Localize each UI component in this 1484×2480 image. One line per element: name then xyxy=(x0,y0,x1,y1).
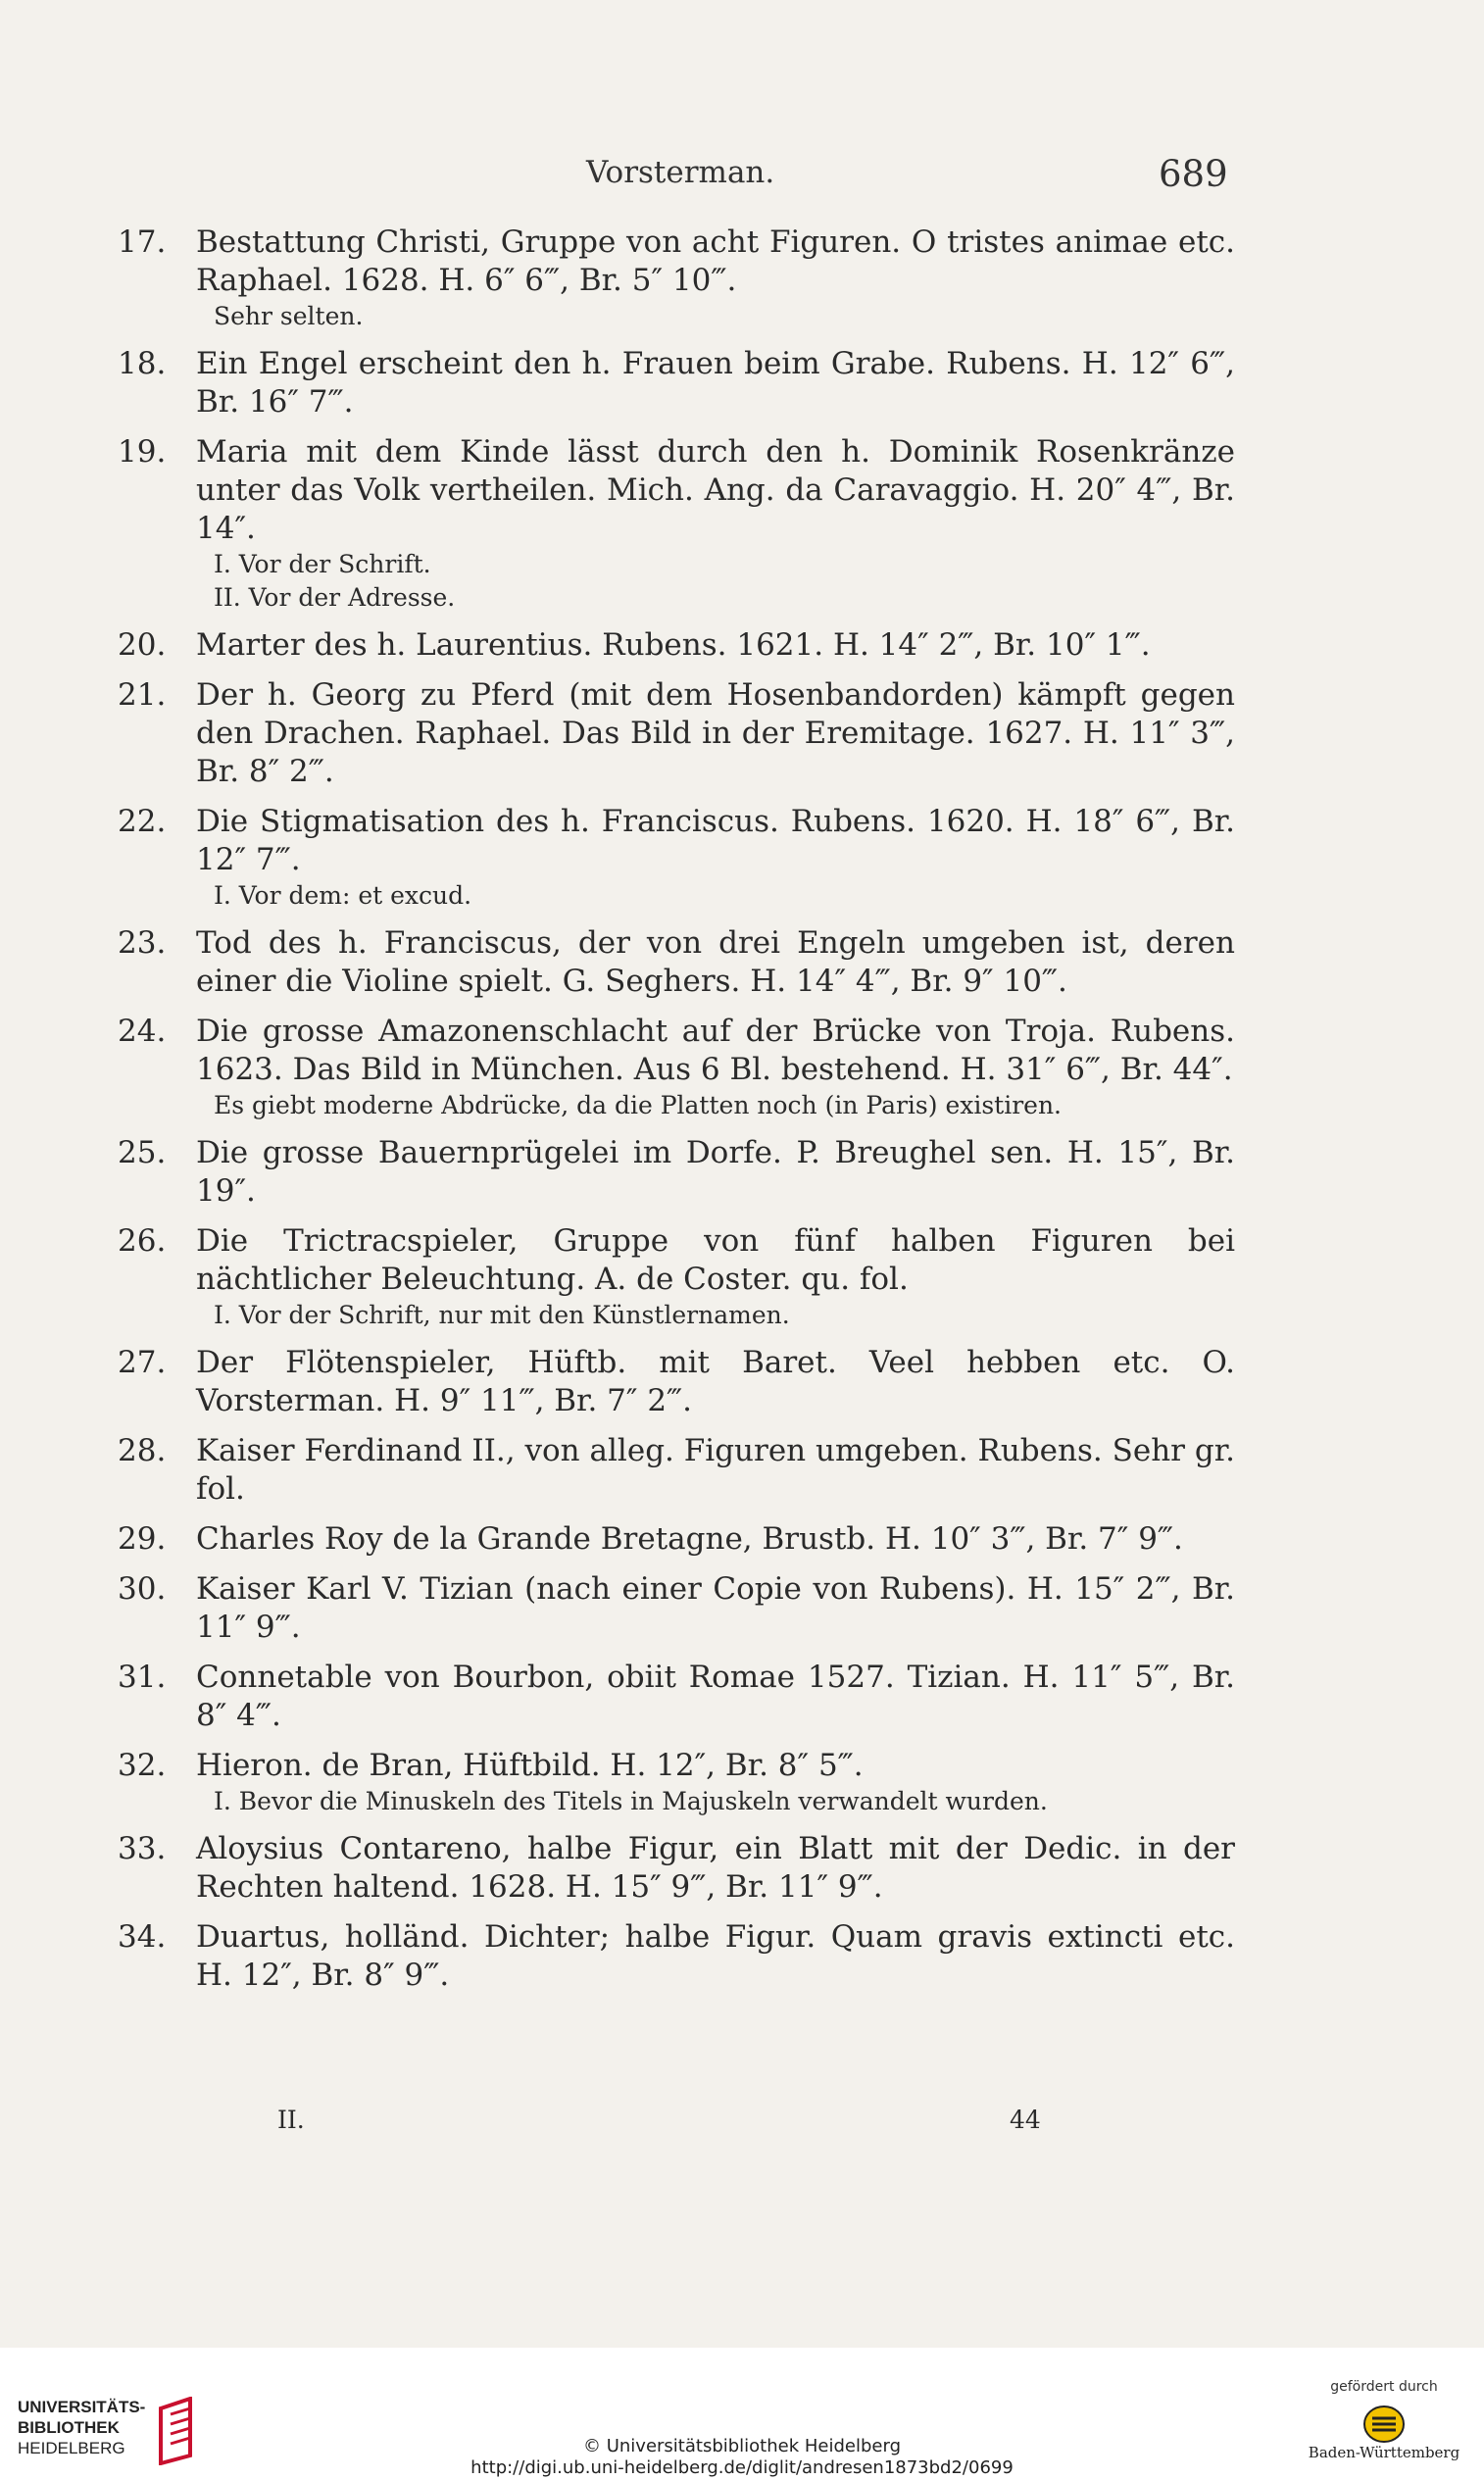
entry-text: Maria mit dem Kinde lässt durch den h. Dominik Rosenkränze unter das Volk vertheilen. Mich. Ang. da Caravaggio. H. 20″ 4‴, Br. 14″. xyxy=(196,434,1235,546)
entry-number: 22. xyxy=(118,804,167,839)
page-number: 689 xyxy=(1159,153,1228,195)
entry-number: 23. xyxy=(118,925,167,961)
copyright-notice: © Universitätsbibliothek Heidelberg xyxy=(582,2436,901,2456)
entry-number: 30. xyxy=(118,1571,167,1607)
entry-number: 19. xyxy=(118,434,167,470)
entry-number: 25. xyxy=(118,1135,167,1170)
entry-note: I. Bevor die Minuskeln des Titels in Majuskeln verwandelt wurden. xyxy=(214,1787,1048,1815)
logo-line-3: HEIDELBERG xyxy=(18,2439,125,2457)
entry-number: 24. xyxy=(118,1014,167,1049)
entry-text: Duartus, holländ. Dichter; halbe Figur. Quam gravis extincti etc. H. 12″, Br. 8″ 9‴. xyxy=(196,1919,1235,1993)
entry-number: 26. xyxy=(118,1223,167,1259)
entry-number: 20. xyxy=(118,627,167,663)
logo-line-1: UNIVERSITÄTS- xyxy=(18,2398,146,2416)
entry-text: Aloysius Contareno, halbe Figur, ein Blatt mit der Dedic. in der Rechten haltend. 1628. H. 15″ 9‴, Br. 11″ 9‴. xyxy=(196,1831,1235,1905)
entry-text: Die Stigmatisation des h. Franciscus. Rubens. 1620. H. 18″ 6‴, Br. 12″ 7‴. xyxy=(196,804,1235,877)
sheet-signature xyxy=(0,2106,1484,2145)
entry-text: Charles Roy de la Grande Bretagne, Brustb. H. 10″ 3‴, Br. 7″ 9‴. xyxy=(196,1521,1183,1557)
entry-note: Es giebt moderne Abdrücke, da die Platten noch (in Paris) existiren. xyxy=(214,1091,1063,1119)
entry-text: Ein Engel erscheint den h. Frauen beim Grabe. Rubens. H. 12″ 6‴, Br. 16″ 7‴. xyxy=(196,346,1235,420)
entry-number: 17. xyxy=(118,224,167,260)
catalogue-entry xyxy=(118,626,1235,665)
entry-number: 18. xyxy=(118,346,167,381)
header-title: Vorsterman. xyxy=(586,155,775,190)
entry-text: Die grosse Amazonenschlacht auf der Brücke von Troja. Rubens. 1623. Das Bild in München. Aus 6 Bl. bestehend. H. 31″ 6‴, Br. 44″. xyxy=(196,1014,1235,1087)
catalogue-entry xyxy=(118,1520,1235,1559)
entry-text: Marter des h. Laurentius. Rubens. 1621. H. 14″ 2‴, Br. 10″ 1‴. xyxy=(196,627,1151,663)
entry-text: Kaiser Ferdinand II., von alleg. Figuren umgeben. Rubens. Sehr gr. fol. xyxy=(196,1433,1235,1507)
entry-number: 34. xyxy=(118,1919,167,1955)
catalogue-entry xyxy=(118,1830,1235,1907)
catalogue-entry xyxy=(118,1432,1235,1509)
entry-text: Connetable von Bourbon, obiit Romae 1527. Tizian. H. 11″ 5‴, Br. 8″ 4‴. xyxy=(196,1660,1235,1733)
entry-number: 32. xyxy=(118,1748,167,1783)
entry-note: I. Vor der Schrift, nur mit den Künstlernamen. xyxy=(214,1301,790,1329)
entry-text: Der Flötenspieler, Hüftb. mit Baret. Veel hebben etc. O. Vorsterman. H. 9″ 11‴, Br. 7″ 2‴. xyxy=(196,1345,1235,1418)
state-name: Baden-Württemberg xyxy=(1308,2444,1460,2461)
catalogue-entries xyxy=(118,223,1235,2007)
entry-text: Tod des h. Franciscus, der von drei Engeln umgeben ist, deren einer die Violine spielt. G. Seghers. H. 14″ 4‴, Br. 9″ 10‴. xyxy=(196,925,1235,999)
entry-text: Die grosse Bauernprügelei im Dorfe. P. Breughel sen. H. 15″, Br. 19″. xyxy=(196,1135,1235,1209)
state-crest-icon xyxy=(1362,2403,1406,2446)
funding-logo xyxy=(1296,2379,1472,2461)
catalogue-entry xyxy=(118,1747,1235,1818)
sheet-number: 44 xyxy=(1010,2106,1041,2134)
catalogue-entry xyxy=(118,676,1235,791)
volume-signature: II. xyxy=(277,2106,305,2134)
entry-text: Hieron. de Bran, Hüftbild. H. 12″, Br. 8″ 5‴. xyxy=(196,1748,864,1783)
entry-text: Bestattung Christi, Gruppe von acht Figuren. O tristes animae etc. Raphael. 1628. H. 6″ 6‴, Br. 5″ 10‴. xyxy=(196,224,1235,298)
footer-bar xyxy=(0,2348,1484,2480)
catalogue-entry xyxy=(118,433,1235,615)
entry-number: 21. xyxy=(118,677,167,713)
catalogue-entry xyxy=(118,1013,1235,1122)
catalogue-entry xyxy=(118,1918,1235,1995)
entry-text: Kaiser Karl V. Tizian (nach einer Copie von Rubens). H. 15″ 2‴, Br. 11″ 9‴. xyxy=(196,1571,1235,1645)
catalogue-entry xyxy=(118,345,1235,422)
catalogue-entry xyxy=(118,924,1235,1001)
entry-number: 29. xyxy=(118,1521,167,1557)
entry-number: 27. xyxy=(118,1345,167,1380)
catalogue-entry xyxy=(118,1222,1235,1332)
logo-line-2: BIBLIOTHEK xyxy=(18,2418,120,2437)
entry-number: 31. xyxy=(118,1660,167,1695)
entry-number: 33. xyxy=(118,1831,167,1866)
entry-number: 28. xyxy=(118,1433,167,1468)
catalogue-entry xyxy=(118,223,1235,333)
funded-by-label: gefördert durch xyxy=(1330,2379,1438,2395)
entry-note: Sehr selten. xyxy=(214,302,364,330)
catalogue-entry xyxy=(118,803,1235,913)
catalogue-entry xyxy=(118,1134,1235,1211)
entry-text: Der h. Georg zu Pferd (mit dem Hosenbandorden) kämpft gegen den Drachen. Raphael. Das Bild in der Eremitage. 1627. H. 11″ 3‴, Br. 8″ 2‴. xyxy=(196,677,1235,789)
running-header xyxy=(0,149,1484,198)
entry-note: I. Vor dem: et excud. xyxy=(214,881,472,910)
entry-note: II. Vor der Adresse. xyxy=(214,583,456,612)
permalink-url[interactable]: http://digi.ub.uni-heidelberg.de/diglit/andresen1873bd2/0699 xyxy=(470,2457,1014,2478)
catalogue-entry xyxy=(118,1344,1235,1420)
entry-text: Die Trictracspieler, Gruppe von fünf halben Figuren bei nächtlicher Beleuchtung. A. de Coster. qu. fol. xyxy=(196,1223,1235,1297)
catalogue-entry xyxy=(118,1570,1235,1647)
catalogue-entry xyxy=(118,1659,1235,1735)
entry-note: I. Vor der Schrift. xyxy=(214,550,431,578)
